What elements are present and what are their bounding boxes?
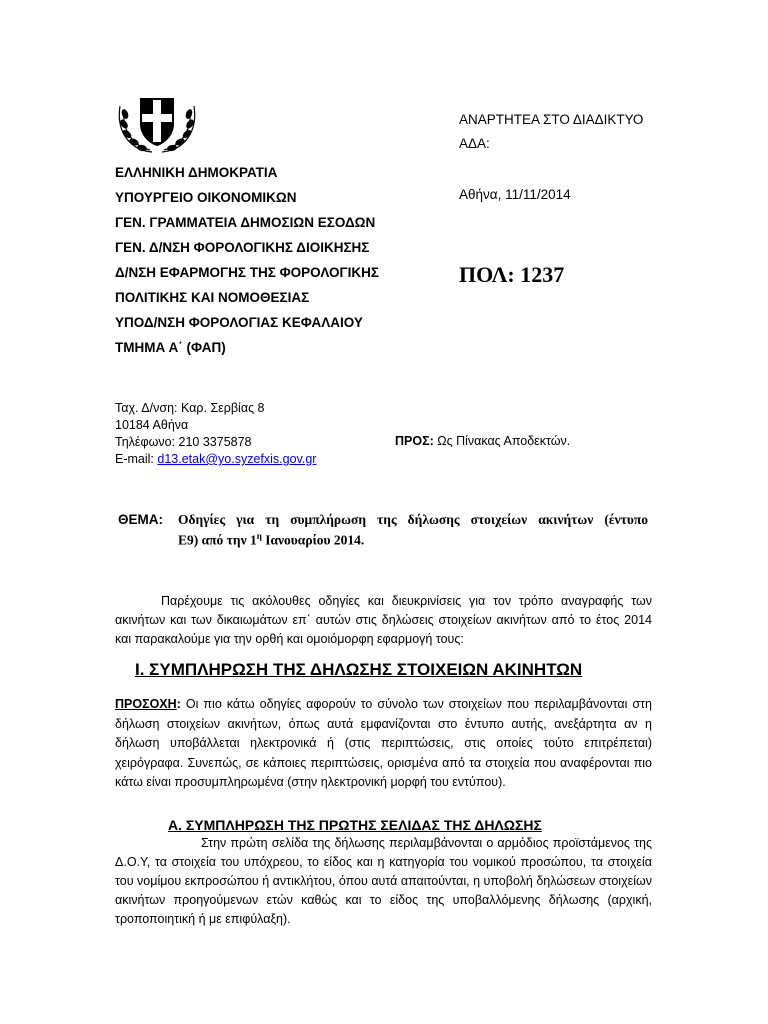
address: Ταχ. Δ/νση: Καρ. Σερβίας 8 xyxy=(115,401,265,415)
posting-notice xyxy=(459,108,643,156)
contact-block xyxy=(115,400,415,468)
subsection-paragraph: Στην πρώτη σελίδα της δήλωσης περιλαμβάνονται ο αρμόδιος προϊστάμενος της Δ.Ο.Υ, τα στοιχεία του υπόχρεου, το είδος και η κατηγορία του νομικού προσώπου, τα στοιχεία του νομίμου εκπροσώπου ή αντικλήτου, όπου αυτά απαιτούνται, η υποβολή δηλώσεων στοιχείων ακινήτων προηγούμενων ετών καθώς και το είδος της υποβαλλόμενης δήλωσης (αρχική, τροποποιητική ή με επιφύλαξη). xyxy=(115,836,652,926)
subject-line-2: Ε9) από την $1^\eta$ Ιανουαρίου 2014. xyxy=(178,531,365,548)
header-line: ΕΛΛΗΝΙΚΗ ΔΗΜΟΚΡΑΤΙΑ xyxy=(115,165,278,180)
header-line: ΥΠΟΥΡΓΕΙΟ ΟΙΚΟΝΟΜΙΚΩΝ xyxy=(115,190,297,205)
phone: Τηλέφωνο: 210 3375878 xyxy=(115,435,252,449)
email-row xyxy=(115,451,415,468)
greek-coat-of-arms-emblem xyxy=(112,88,202,156)
circular-number: ΠΟΛ: 1237 xyxy=(459,262,565,287)
subject-block xyxy=(118,512,648,549)
notice-label: ΠΡΟΣΟΧΗ xyxy=(115,697,177,711)
postal-code: 10184 Αθήνα xyxy=(115,418,189,432)
email-link[interactable]: d13.etak@yo.syzefxis.gov.gr xyxy=(157,452,317,466)
recipient-value: Ως Πίνακας Αποδεκτών. xyxy=(433,434,571,448)
header-line: Δ/ΝΣΗ ΕΦΑΡΜΟΓΗΣ ΤΗΣ ΦΟΡΟΛΟΓΙΚΗΣ xyxy=(115,265,379,280)
header-line: ΤΜΗΜΑ Α΄ (ΦΑΠ) xyxy=(115,340,226,355)
subsection-heading: Α. ΣΥΜΠΛΗΡΩΣΗ ΤΗΣ ΠΡΩΤΗΣ ΣΕΛΙΔΑΣ ΤΗΣ ΔΗΛΩΣΗΣ xyxy=(168,817,542,833)
posting-label: ΑΝΑΡΤΗΤΕΑ ΣΤΟ ΔΙΑΔΙΚΤΥΟ xyxy=(459,112,644,127)
recipient xyxy=(395,434,570,448)
document-date: Αθήνα, 11/11/2014 xyxy=(459,187,571,202)
issuing-authority-block xyxy=(115,160,445,360)
intro-paragraph: Παρέχουμε τις ακόλουθες οδηγίες και διευκρινίσεις για τον τρόπο αναγραφής των ακινήτων και των δικαιωμάτων επ΄ αυτών στις δηλώσεις στοιχείων ακινήτων από το έτος 2014 και παρακαλούμε για την ορθή και ομοιόμορφη εφαρμογή τους: xyxy=(115,594,652,646)
header-line: ΓΕΝ. ΓΡΑΜΜΑΤΕΙΑ ΔΗΜΟΣΙΩΝ ΕΣΟΔΩΝ xyxy=(115,215,376,230)
email-label: E-mail: xyxy=(115,452,158,466)
recipient-label: ΠΡΟΣ: xyxy=(395,434,434,448)
subject-label: ΘΕΜΑ: xyxy=(118,512,163,527)
header-line: ΓΕΝ. Δ/ΝΣΗ ΦΟΡΟΛΟΓΙΚΗΣ ΔΙΟΙΚΗΣΗΣ xyxy=(115,240,370,255)
header-line: ΠΟΛΙΤΙΚΗΣ ΚΑΙ ΝΟΜΟΘΕΣΙΑΣ xyxy=(115,290,310,305)
subject-line-1: Οδηγίες για τη συμπλήρωση της δήλωσης στοιχείων ακινήτων (έντυπο xyxy=(178,512,648,527)
section-heading: Ι. ΣΥΜΠΛΗΡΩΣΗ ΤΗΣ ΔΗΛΩΣΗΣ ΣΤΟΙΧΕΙΩΝ ΑΚΙΝΗΤΩΝ xyxy=(135,660,583,679)
notice-paragraph: ΠΡΟΣΟΧΗ: Οι πιο κάτω οδηγίες αφορούν το σύνολο των στοιχείων που περιλαμβάνονται στη δήλωση στοιχείων ακινήτων, όπως αυτά εμφανίζονται στο έντυπο αυτής, ανεξάρτητα αν η δήλωση υποβάλλεται ηλεκτρονικά ή (στις περιπτώσεις, στις οποίες τούτο επιτρέπεται) χειρόγραφα. Συνεπώς, σε κάποιες περιπτώσεις, ορισμένα από τα στοιχεία που αναφέρονται πιο κάτω είναι προσυμπληρωμένα (στην ηλεκτρονική μορφή του εντύπου). xyxy=(115,697,652,789)
ada-label: ΑΔΑ: xyxy=(459,136,490,151)
notice-text: Οι πιο κάτω οδηγίες αφορούν το σύνολο των στοιχείων που περιλαμβάνονται στη δήλωση στοιχείων ακινήτων, όπως αυτά εμφανίζονται στο έντυπο αυτής, ανεξάρτητα αν η δήλωση υποβάλλεται ηλεκτρονικά ή (στις περιπτώσεις, στις οποίες τούτο επιτρέπεται) χειρόγραφα. Συνεπώς, σε κάποιες περιπτώσεις, ορισμένα από τα στοιχεία που αναφέρονται πιο κάτω είναι προσυμπληρωμένα (στην ηλεκτρονική μορφή του εντύπου). xyxy=(115,697,652,789)
header-line: ΥΠΟΔ/ΝΣΗ ΦΟΡΟΛΟΓΙΑΣ ΚΕΦΑΛΑΙΟΥ xyxy=(115,315,363,330)
